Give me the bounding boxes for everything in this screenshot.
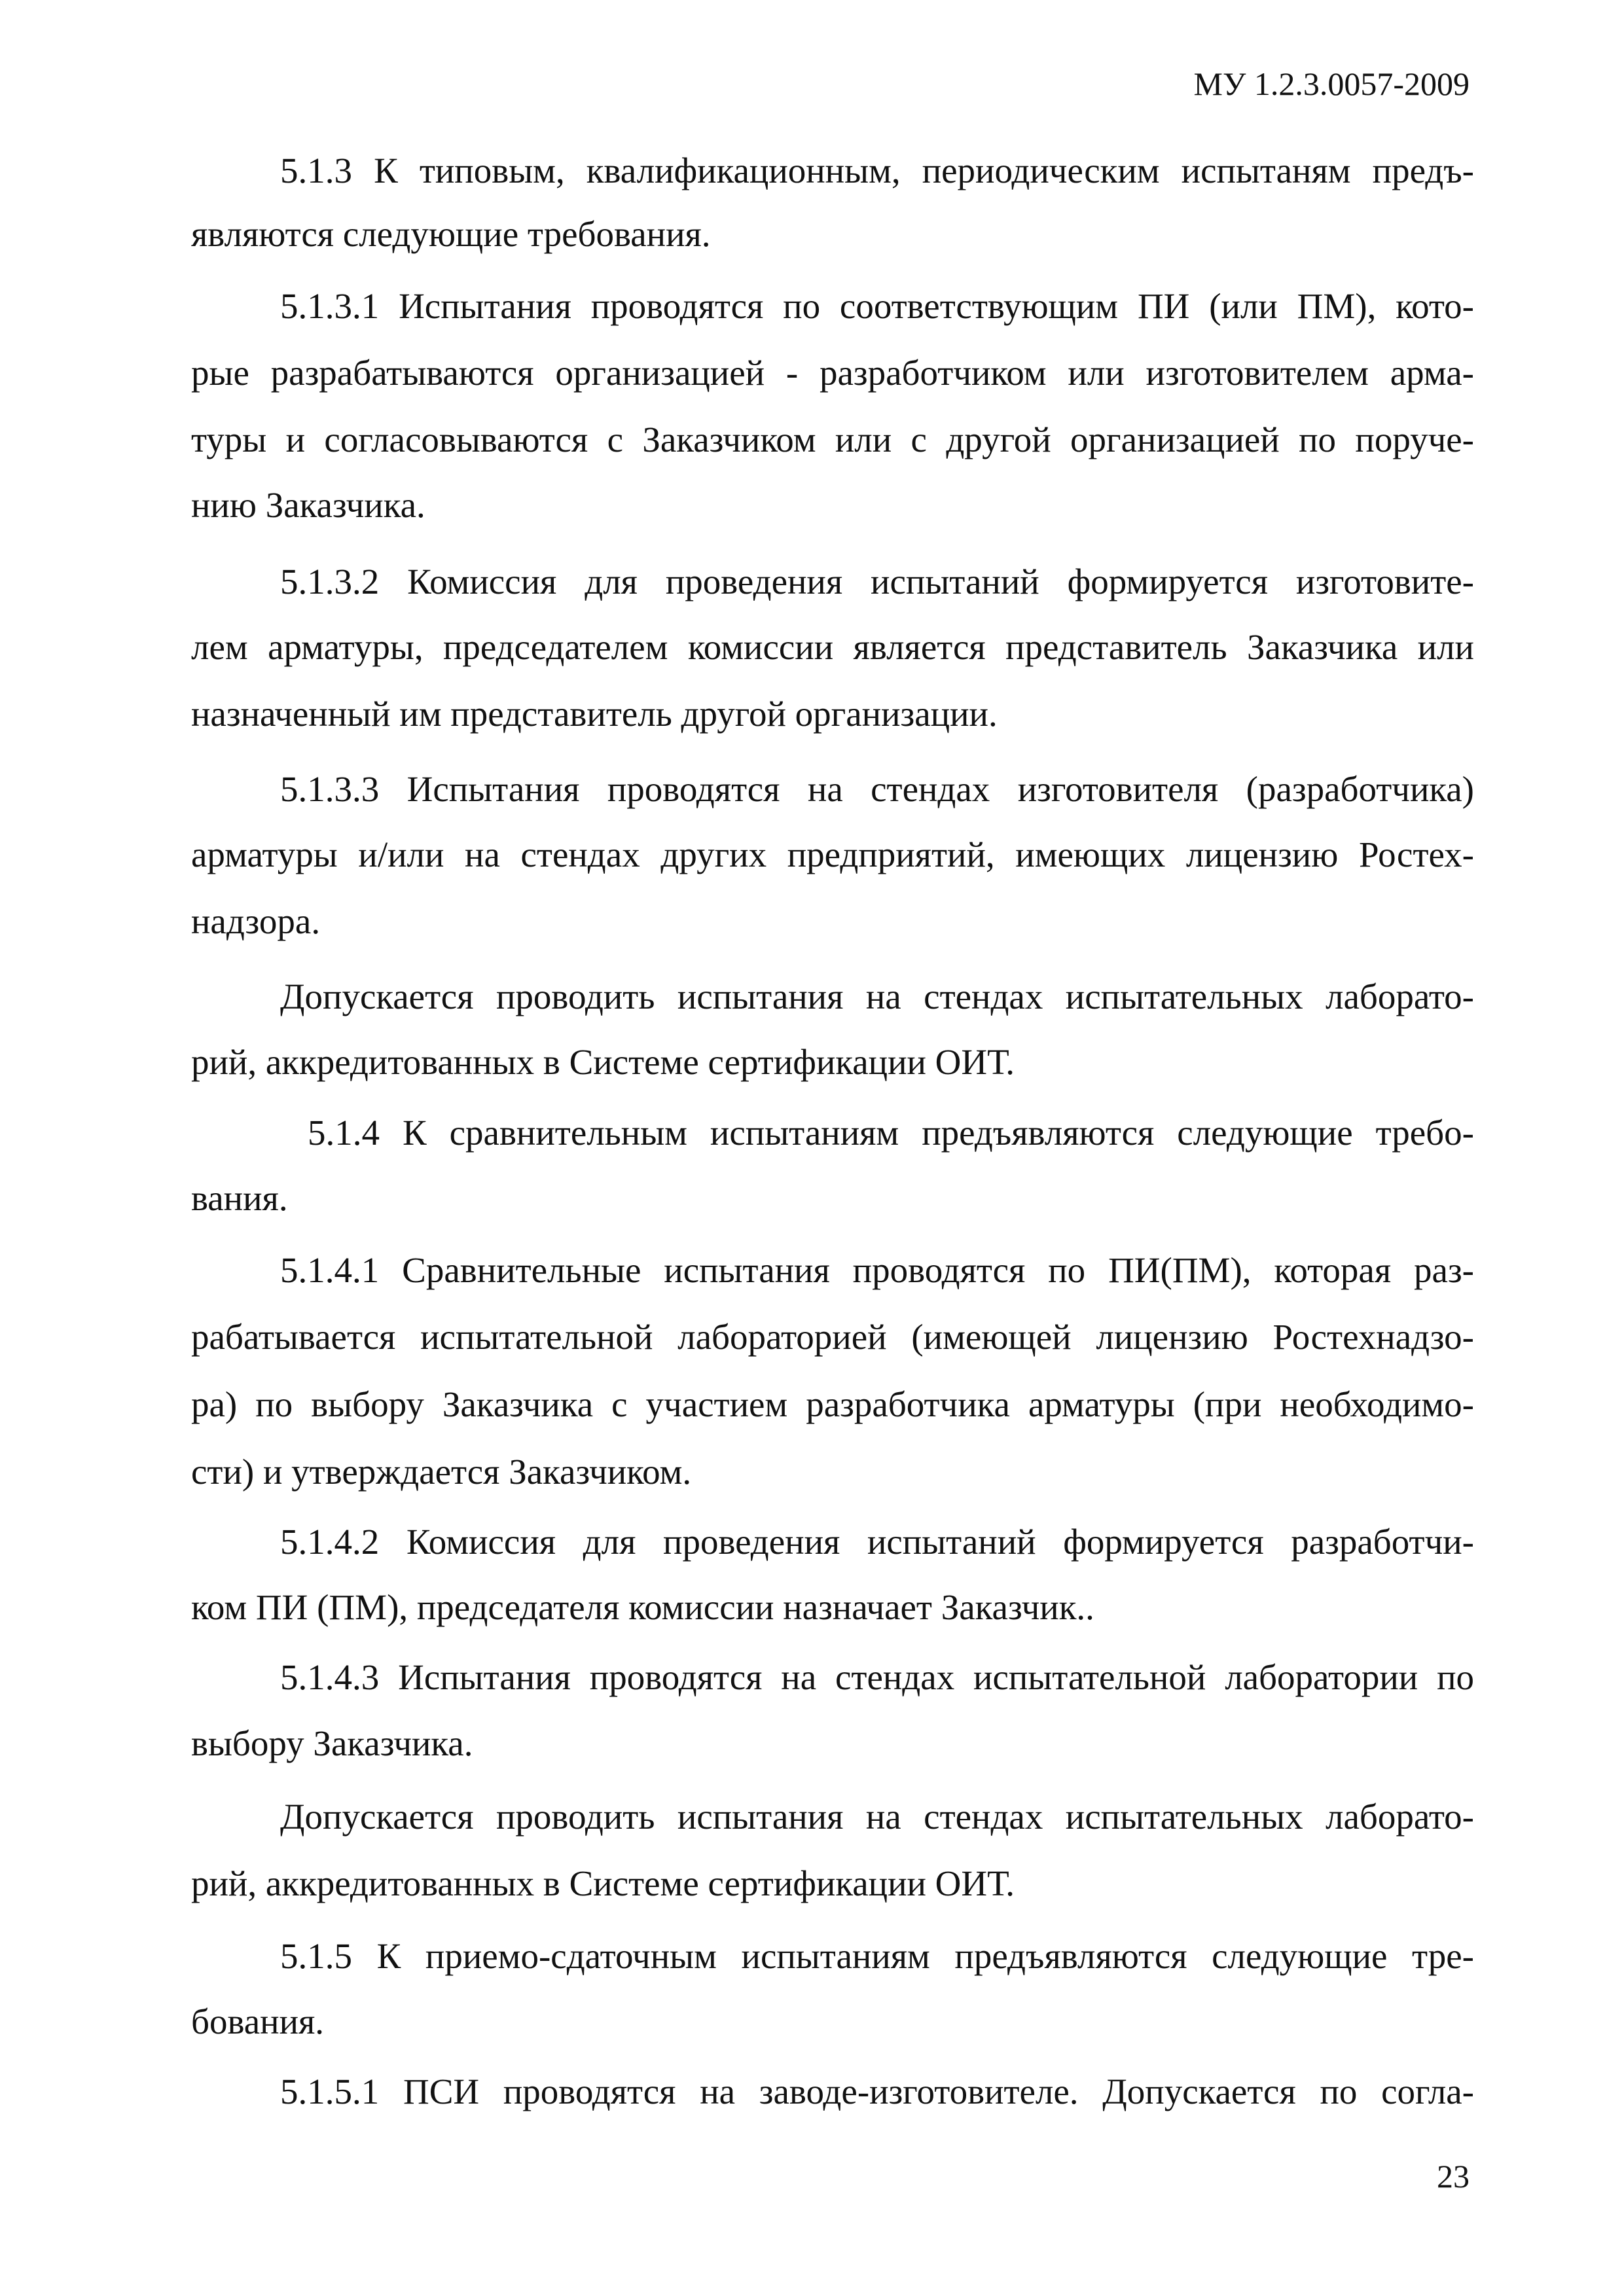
paragraph-5-1-5-line-2: бования. bbox=[191, 2001, 325, 2041]
page-number: 23 bbox=[1437, 2158, 1470, 2195]
paragraph-5-1-3-3-line-1: 5.1.3.3 Испытания проводятся на стендах изготовителя (разработчика) bbox=[280, 769, 1474, 809]
paragraph-5-1-3-1-line-3: туры и согласовываются с Заказчиком или с другой организацией по поруче- bbox=[191, 420, 1474, 459]
paragraph-5-1-4-line-2: вания. bbox=[191, 1178, 288, 1218]
paragraph-5-1-3-line-1: 5.1.3 К типовым, квалификационным, периодическим испытаням предъ- bbox=[280, 151, 1474, 190]
paragraph-5-1-4-3-line-1: 5.1.4.3 Испытания проводятся на стендах испытательной лаборатории по bbox=[280, 1657, 1474, 1697]
paragraph-5-1-4-1-line-2: рабатывается испытательной лабораторией (имеющей лицензию Ростехнадзо- bbox=[191, 1317, 1474, 1357]
paragraph-allowed-1-line-2: рий, аккредитованных в Системе сертификации ОИТ. bbox=[191, 1042, 1015, 1082]
paragraph-5-1-4-2-line-2: ком ПИ (ПМ), председателя комиссии назначает Заказчик.. bbox=[191, 1587, 1094, 1627]
paragraph-5-1-3-3-line-3: надзора. bbox=[191, 901, 321, 941]
paragraph-5-1-3-1-line-2: рые разрабатываются организацией - разработчиком или изготовителем арма- bbox=[191, 353, 1474, 393]
paragraph-5-1-3-2-line-1: 5.1.3.2 Комиссия для проведения испытаний формируется изготовите- bbox=[280, 562, 1474, 601]
paragraph-5-1-4-1-line-4: сти) и утверждается Заказчиком. bbox=[191, 1452, 692, 1492]
paragraph-5-1-3-1-line-4: нию Заказчика. bbox=[191, 485, 425, 525]
paragraph-5-1-3-line-2: являются следующие требования. bbox=[191, 214, 711, 254]
paragraph-allowed-2-line-1: Допускается проводить испытания на стендах испытательных лаборато- bbox=[280, 1797, 1474, 1837]
paragraph-5-1-4-1-line-1: 5.1.4.1 Сравнительные испытания проводятся по ПИ(ПМ), которая раз- bbox=[280, 1250, 1474, 1290]
paragraph-5-1-4-line-1: 5.1.4 К сравнительным испытаниям предъявляются следующие требо- bbox=[308, 1113, 1474, 1153]
paragraph-allowed-1-line-1: Допускается проводить испытания на стендах испытательных лаборато- bbox=[280, 977, 1474, 1016]
paragraph-5-1-4-3-line-2: выбору Заказчика. bbox=[191, 1723, 473, 1763]
paragraph-5-1-5-line-1: 5.1.5 К приемо-сдаточным испытаниям предъявляются следующие тре- bbox=[280, 1936, 1474, 1976]
paragraph-5-1-3-1-line-1: 5.1.3.1 Испытания проводятся по соответствующим ПИ (или ПМ), кото- bbox=[280, 286, 1474, 326]
paragraph-5-1-3-2-line-2: лем арматуры, председателем комиссии является представитель Заказчика или bbox=[191, 627, 1474, 667]
paragraph-5-1-4-2-line-1: 5.1.4.2 Комиссия для проведения испытаний формируется разработчи- bbox=[280, 1522, 1474, 1562]
paragraph-5-1-5-1-line-1: 5.1.5.1 ПСИ проводятся на заводе-изготовителе. Допускается по согла- bbox=[280, 2072, 1474, 2111]
paragraph-allowed-2-line-2: рий, аккредитованных в Системе сертификации ОИТ. bbox=[191, 1863, 1015, 1903]
paragraph-5-1-4-1-line-3: ра) по выбору Заказчика с участием разработчика арматуры (при необходимо- bbox=[191, 1384, 1474, 1424]
paragraph-5-1-3-2-line-3: назначенный им представитель другой организации. bbox=[191, 694, 998, 734]
document-code: МУ 1.2.3.0057-2009 bbox=[1193, 65, 1470, 102]
paragraph-5-1-3-3-line-2: арматуры и/или на стендах других предприятий, имеющих лицензию Ростех- bbox=[191, 834, 1474, 874]
